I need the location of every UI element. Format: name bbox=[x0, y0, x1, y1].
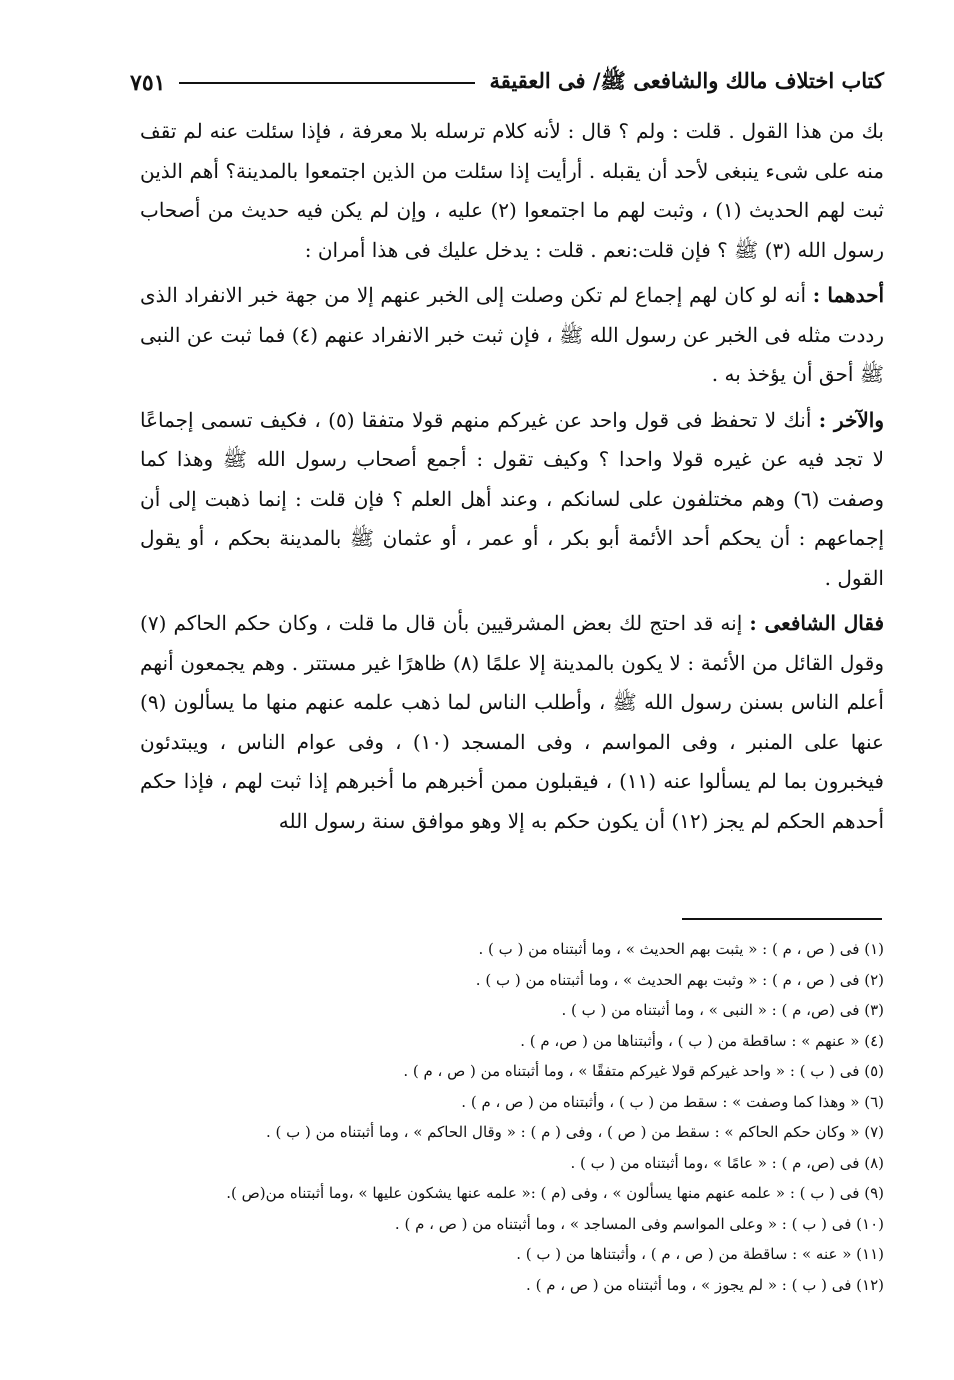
running-title: كتاب اختلاف مالك والشافعى ﷺ/ فى العقيقة bbox=[489, 67, 884, 93]
footnote: (١٠) فى ( ب ) : « وعلى المواسم وفى المساجد » ، وما أثبتناه من ( ص ، م ) . bbox=[394, 1214, 884, 1233]
footnote-separator bbox=[682, 918, 882, 920]
footnote: (٥) فى ( ب ) : « واحد غيركم قولا غيركم متفقًا » ، وما أثبتناه من ( ص ، م ) . bbox=[403, 1062, 884, 1080]
paragraph-text: أنه لو كان لهم إجماع لم تكن وصلت إلى الخبر عنهم إلا من جهة خبر الانفراد الذى رددت مثله فى الخبر عن رسول الله ﷺ ، فإن ثبت خبر الانفراد عنهم (٤) فما ثبت عن النبى ﷺ أحق أن يؤخذ به . bbox=[140, 283, 884, 386]
footnote: (٣) فى (ص، م ) : « النبى » ، وما أثبتناه من ( ب ) . bbox=[561, 1001, 884, 1019]
paragraph-text: بك من هذا القول . قلت : ولم ؟ قال : لأنه كلام ترسله بلا معرفة ، فإذا سئلت عنه لم تقف منه على شىء ينبغى لأحد أن يقبله . أرأيت إذا سئلت من الذين اجتمعوا بالمدينة؟ أهم الذين ثبت لهم الحديث (١) ، وثبت لهم ما اجتمعوا (٢) عليه ، وإن لم يكن فيه حديث من أصحاب رسول الله (٣) ﷺ ؟ فإن قلت:نعم . قلت : يدخل عليك فى هذا أمران : bbox=[140, 119, 884, 262]
page-number: ٧٥١ bbox=[130, 70, 166, 96]
paragraph-text: أنك لا تحفظ فى قول واحد عن غيركم منهم قولا متفقا (٥) ، فكيف تسمى إجماعًا لا تجد فيه عن غيره قولا واحدا ؟ وكيف تقول : أجمع أصحاب رسول الله ﷺ وهذا كما وصفت (٦) وهم مختلفون على لسانكم ، وعند أهل العلم ؟ فإن قلت : إنما ذهبت إلى أن إجماعهم : أن يحكم أحد الأئمة أبو بكر ، أو عمر ، أو عثمان ﷺ بالمدينة بحكم ، أو يقول القول . bbox=[140, 407, 884, 590]
footnote: (٦) « وهذا كما وصفت » : سقط من ( ب ) ، وأثبتناه من ( ص ، م ) . bbox=[461, 1092, 884, 1111]
footnote: (٢) فى ( ص ، م ) : « وثبت بهم الحديث » ، وما أثبتناه من ( ب ) . bbox=[475, 970, 884, 989]
footnote: (٤) « عنهم » : ساقطة من ( ب ) ، وأثبتناها من ( ص، م ) . bbox=[520, 1031, 884, 1050]
paragraph-lead: فقال الشافعى : bbox=[749, 611, 884, 635]
page-header bbox=[130, 66, 884, 100]
footnote: (٧) « وكان حكم الحاكم » : سقط من ( ص ) ، وفى ( م ) : « وقال الحاكم » ، وما أثبتناه من ( ب ) . bbox=[265, 1123, 884, 1141]
footnotes bbox=[150, 934, 884, 1300]
paragraph bbox=[140, 276, 884, 395]
footnote: (١١) « عنه » : ساقطة من ( ص ، م ) ، وأثبتناها من ( ب ) . bbox=[516, 1245, 884, 1263]
paragraph bbox=[140, 401, 884, 599]
main-text bbox=[140, 112, 884, 841]
footnote: (٨) فى (ص، م ) : « عامًا » ،وما أثبتناه من ( ب ) . bbox=[570, 1153, 884, 1172]
footnote: (٩) فى ( ب ) : « علمه عنهم منها يسألون » ، وفى (م ) :« علمه عنها يشكون عليها » ،وما أثبتناه من(ص ). bbox=[226, 1184, 884, 1202]
paragraph bbox=[140, 604, 884, 841]
paragraph-lead: أحدهما : bbox=[812, 283, 884, 307]
paragraph-lead: والآخر : bbox=[818, 407, 884, 432]
footnote: (١) فى ( ص ، م ) : « يثبت بهم الحديث » ، وما أثبتناه من ( ب ) . bbox=[478, 940, 884, 958]
footnote: (١٢) فى ( ب ) : « لم يجوز » ، وما أثبتناه من ( ص ، م ) . bbox=[526, 1275, 884, 1294]
paragraph bbox=[140, 112, 884, 270]
paragraph-text: إنه قد احتج لك بعض المشرقيين بأن قال ما قلت ، وكان حكم الحاكم (٧) وقول القائل من الأئمة : لا يكون بالمدينة إلا علمًا (٨) ظاهرًا غير مستتر . وهم يجمعون أنهم أعلم الناس بسنن رسول الله ﷺ ، وأطلب الناس لما ذهب علمه عنهم منها ما يسألون (٩) عنها على المنبر ، وفى المواسم ، وفى المسجد (١٠) ، وفى عوام الناس ، ويبتدئون فيخبرون بما لم يسألوا عنه (١١) ، فيقبلون ممن أخبرهم ما أخبرهم إذا ثبت لهم ، فإذا حكم أحدهم الحكم لم يجز (١٢) أن يكون حكم به إلا وهو موافق سنة رسول الله bbox=[140, 611, 884, 833]
header-rule bbox=[179, 82, 475, 84]
